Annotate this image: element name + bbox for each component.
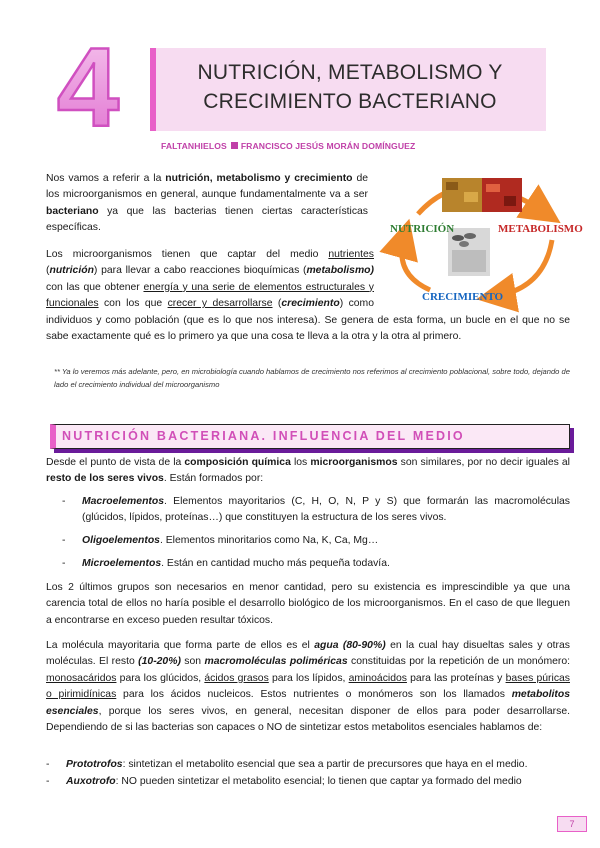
chapter-number-graphic xyxy=(48,25,128,150)
chapter-title: NUTRICIÓN, METABOLISMO Y CRECIMIENTO BACTERIANO xyxy=(197,61,503,113)
cycle-arrow-right xyxy=(496,240,552,296)
label-crecimiento: CRECIMIENTO xyxy=(422,291,504,303)
bacteria-photo-2 xyxy=(482,178,522,212)
section-paragraph-3: La molécula mayoritaria que forma parte de ellos es el agua (80-90%) en la cual hay disueltas sales y otras moléculas. El resto (10-20%) son macromoléculas poliméricas constituidas por la repetición de un monómero: monosacáridos para los glúcidos, ácidos grasos para los lípidos, aminoácidos para las proteínas y bases púricas o pirimidínicas para los ácidos nucleicos. Estos nutrientes o monómeros son los llamados metabolitos esenciales, porque los seres vivos, en general, necesitan disponer de ellos para poder desarrollarse. Dependiendo de si las bacterias son capaces o NO de sintetizar estos metabolitos esenciales hablamos de: xyxy=(46,640,571,734)
label-nutricion: NUTRICIÓN xyxy=(390,223,455,235)
intro-paragraph-1: Nos vamos a referir a la nutrición, metabolismo y crecimiento de los microorganismos en general, aunque fundamentalmente va a ser bacteriano ya que las bacterias tienen ciertas características específicas. xyxy=(46,173,369,234)
footnote: ** Ya lo veremos más adelante, pero, en microbiología cuando hablamos de crecimiento nos referimos al crecimiento poblacional, sobre todo, dejando de lado el crecimiento individual del microorganismo xyxy=(54,367,570,389)
section-paragraph-1: Desde el punto de vista de la composición química los microorganismos son similares, por no decir iguales al resto de los seres vivos. Están formados por: xyxy=(46,457,570,485)
nutrition-cycle-diagram xyxy=(386,170,583,304)
page-number: 7 xyxy=(557,816,587,832)
section-title: NUTRICIÓN BACTERIANA. INFLUENCIA DEL MEDIO xyxy=(62,429,465,443)
chapter-number: 4 xyxy=(56,25,120,150)
intro-paragraph-2: Los microorganismos tienen que captar del medio nutrientes (nutrición) para llevar a cabo reacciones bioquímicas (metabolismo) con las que obtener energía y una serie de elementos estructurales y funcionales con los que crecer y desarrollarse (crecimiento) como individuos y como población (que es lo que nos interesa). Se genera de esta forma, un bucle en el que no se sabe exactamente qué es lo primero ya que una cosa te lleva a la otra y la otra al primero. xyxy=(46,249,570,343)
cycle-arrow-left xyxy=(402,238,430,290)
square-bullet-icon xyxy=(231,142,238,149)
section-paragraph-2: Los 2 últimos grupos son necesarios en menor cantidad, pero su existencia es imprescindible ya que una carencia total de ellos no haría posible el desarrollo biológico de los microorganismos. En el caso de que lleguen a encontrarse en exceso pueden resultar tóxicos. xyxy=(46,582,570,626)
label-metabolismo: METABOLISMO xyxy=(498,223,583,235)
authors-line: FALTANHIELOS FRANCISCO JESÚS MORÁN DOMÍNGUEZ xyxy=(161,141,416,151)
